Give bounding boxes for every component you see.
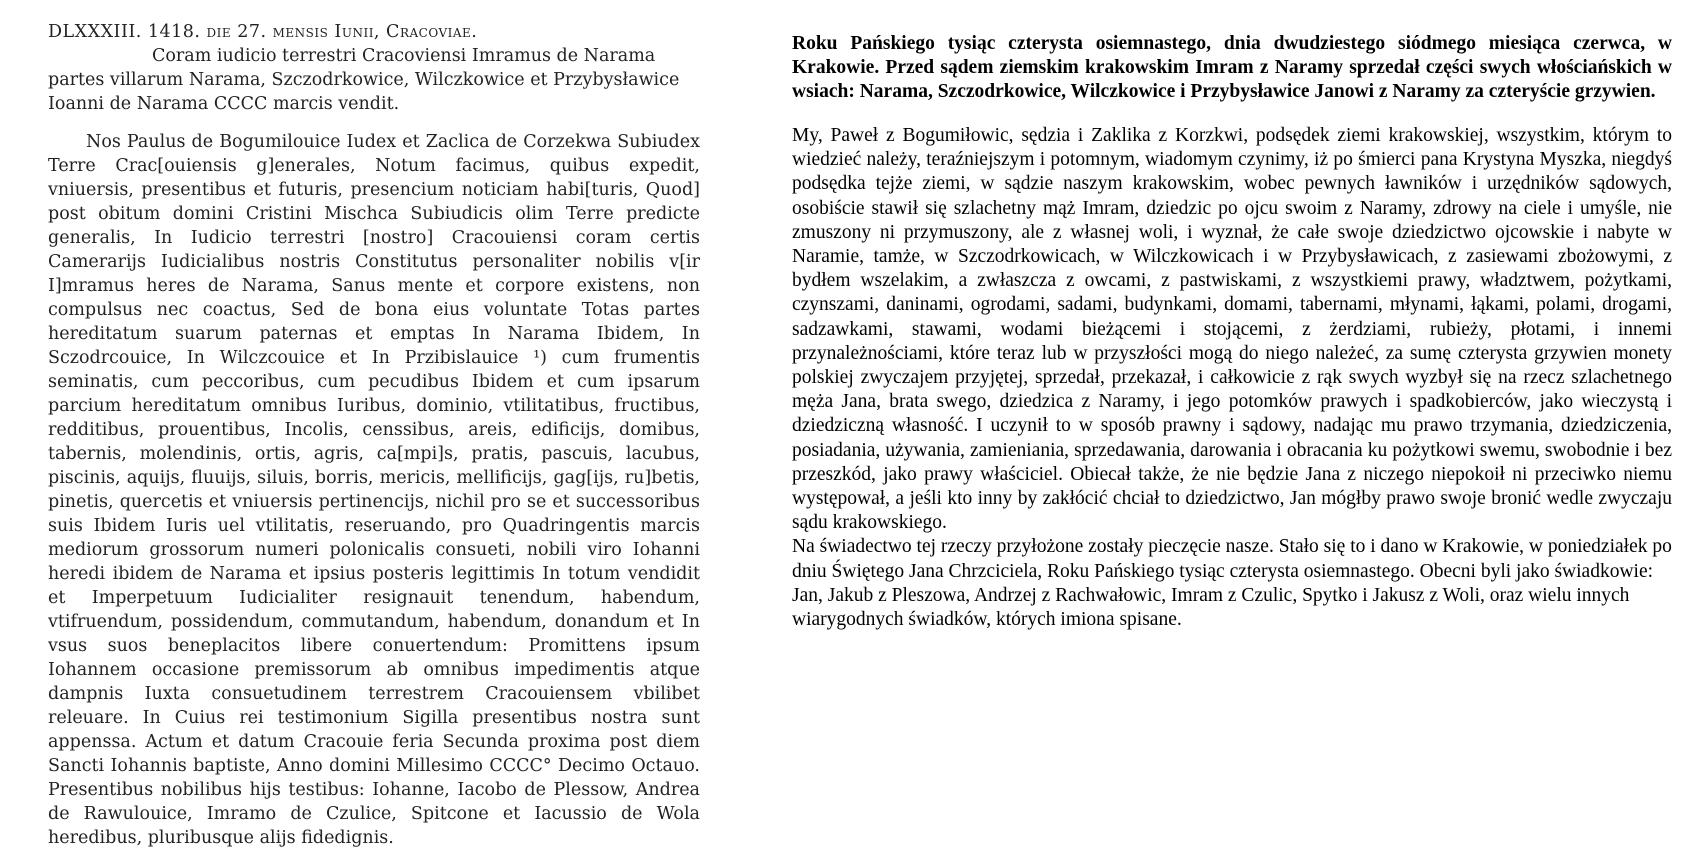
polish-translation-column (792, 32, 1672, 632)
latin-source-column (48, 20, 700, 850)
polish-closing-paragraph: Na świadectwo tej rzeczy przyłożone zostały pieczęcie nasze. Stało się to i dano w Krakowie, w poniedziałek po dniu Świętego Jana Chrzciciela, Roku Pańskiego tysiąc czterysta osiemnastego. Obecni byli jako świadkowie: Jan, Jakub z Pleszowa, Andrzej z Rachwałowic, Imram z Czulic, Spytko i Jakusz z Woli, oraz wielu innych wiarygodnych świadków, których imiona spisane. (792, 536, 1672, 631)
document-number-heading: DLXXXIII. 1418. die 27. mensis Iunii, Cracoviae. (48, 22, 478, 42)
polish-summary-heading: Roku Pańskiego tysiąc czterysta osiemnastego, dnia dwudziestego siódmego miesiąca czerwca, w Krakowie. Przed sądem ziemskim krakowskim Imram z Naramy sprzedał części swych włościańskich w wsiach: Narama, Szczodrkowice, Wilczkowice i Przybysławice Janowi z Naramy za czteryście grzywien. (792, 33, 1672, 102)
latin-body-text: Nos Paulus de Bogumilouice Iudex et Zaclica de Corzekwa Subiudex Terre Crac[ouiensis g]enerales, Notum facimus, quibus expedit, vniuersis, presentibus et futuris, presencium noticiam habi[turis, Quod] post obitum domini Cristini Mischca Subiudicis olim Terre predicte generalis, In Iudicio terrestri [nostro] Cracouiensi coram certis Camerarijs Iudicialibus nostris Constitutus personaliter nobilis v[ir I]mramus heres de Narama, Sanus mente et corpore existens, non compulsus nec coactus, Sed de bona eius voluntate Totas partes hereditatum suarum paternas et emptas In Narama Ibidem, In Sczodrcouice, In Wilczcouice et In Przibislauice ¹) cum frumentis seminatis, cum peccoribus, cum pecudibus Ibidem et cum ipsarum parcium hereditatum omnibus Iuribus, dominio, vtilitatibus, fructibus, redditibus, prouentibus, Incolis, censsibus, areis, edificijs, domibus, tabernis, molendinis, ortis, agris, ca[mpi]s, pratis, pascuis, lacubus, piscinis, aquijs, fluuijs, siluis, borris, mericis, mellificijs, gag[ijs, ru]betis, pinetis, quercetis et vniuersis pertinencijs, nichil pro se et successoribus suis Ibidem Iuris uel vtilitatis, reseruando, pro Quadringentis marcis mediorum grossorum numeri polonicalis consueti, nobili viro Iohanni heredi ibidem de Narama et ipsius posteris legittimis In totum vendidit et Imperpetuum Iudicialiter resignauit tenendum, habendum, vtifruendum, possidendum, commutandum, habendum, donandum et In vsus suos beneplacitos libere conuertendum: Promittens ipsum Iohannem occasione premissorum ab omnibus impedimentis atque dampnis Iuxta consuetudinem terrestrem Cracouiensem vbilibet releuare. In Cuius rei testimonium Sigilla presentibus nostra sunt appenssa. Actum et datum Cracouie feria Secunda proxima post diem Sancti Iohannis baptiste, Anno domini Millesimo CCCC° Decimo Octauo. Presentibus nobilibus hijs testibus: Iohanne, Iacobo de Plessow, Andrea de Rawulouice, Imramo de Czulice, Spitcone et Iacussio de Wola heredibus, pluribusque alijs fidedignis. (48, 132, 700, 848)
latin-summary: partes villarum Narama, Szczodrkowice, Wilczkowice et Przybysławice Ioanni de Narama CCCC marcis vendit. (48, 70, 680, 114)
latin-summary-first-line: Coram iudicio terrestri Cracoviensi Imramus de Narama (152, 46, 656, 66)
polish-body-text: My, Paweł z Bogumiłowic, sędzia i Zaklika z Korzkwi, podsędek ziemi krakowskiej, wszystkim, którym to wiedzieć należy, teraźniejszym i potomnym, wiadomym czynimy, iż po śmierci pana Krystyna Myszka, niegdyś podsędka tejże ziemi, w sądzie naszym krakowskim, wobec pewnych ławników i urzędników sądowych, osobiście stawił się szlachetny mąż Imram, dziedzic po ojcu swoim z Naramy, zdrowy na ciele i umyśle, nie zmuszony ni przymuszony, ale z własnej woli, i wyznał, że całe swoje dziedzictwo ojcowskie i nabyte w Naramie, tamże, w Szczodrkowicach, w Wilczkowicach i w Przybysławicach, z zasiewami zbożowymi, z bydłem wszelakim, a zwłaszcza z owcami, z pastwiskami, z wszystkiemi prawy, władztwem, pożytkami, czynszami, daninami, ogrodami, sadami, budynkami, domami, tabernami, młynami, łąkami, polami, drogami, sadzawkami, stawami, wodami bieżącemi i stojącemi, z żerdziami, rubieży, płotami, i innemi przynależnościami, które teraz lub w przyszłości mogą do niego należeć, za sumę czterysta grzywien monety polskiej zwyczajem przyjętej, sprzedał, przekazał, i całkowicie z rąk swych wyzbył się na rzecz szlachetnego męża Jana, brata swego, dziedzica z Naramy, i jego potomków prawych i spadkobierców, jako wieczystą i dziedziczną własność. I uczynił to w sposób prawny i sądowy, nadając mu prawo trzymania, dziedziczenia, posiadania, używania, zamieniania, sprzedawania, darowania i obracania ku pożytkowi swemu, swobodnie i bez przeszkód, jako prawy właściciel. Obiecał także, że nie będzie Jana z niczego niepokoił ni przeciwko niemu występował, a jeśli kto inny by zakłócić chciał to dziedzictwo, Jan mógłby prawo swoje bronić wedle zwyczaju sądu krakowskiego. (792, 125, 1672, 534)
